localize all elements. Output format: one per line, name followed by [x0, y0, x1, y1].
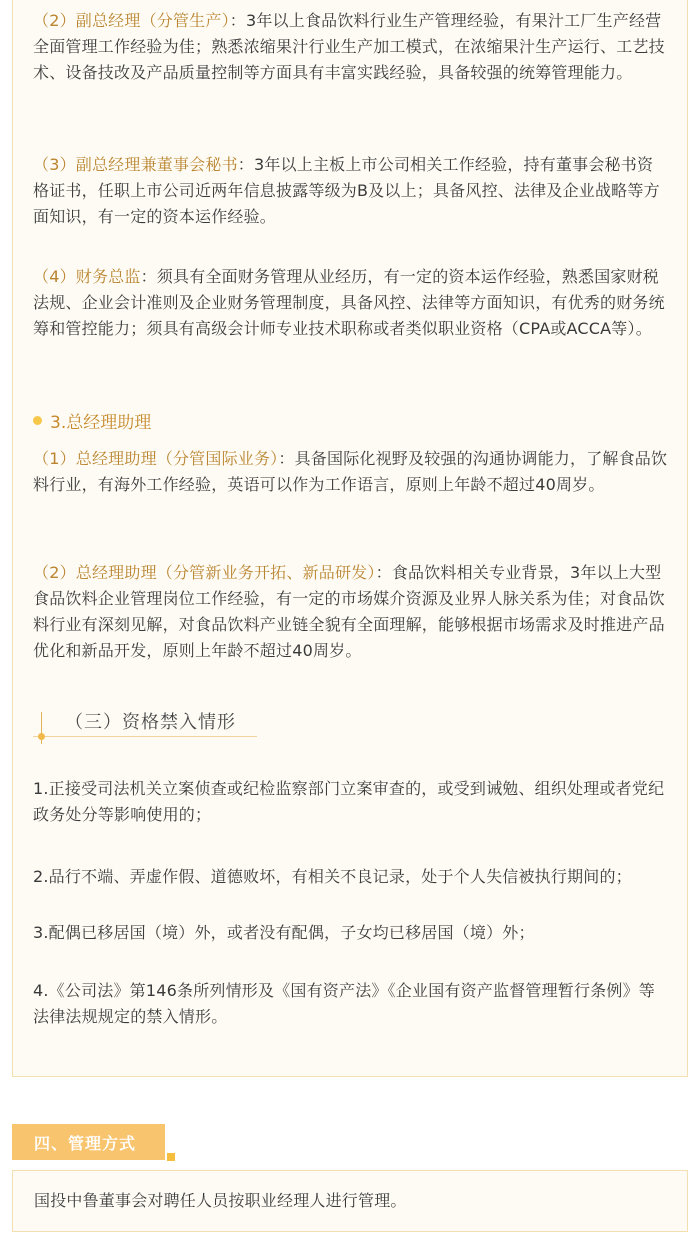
position-item-assistant-international [33, 446, 668, 498]
disqualification-item: 3.配偶已移居国（境）外，或者没有配偶，子女均已移居国（境）外； [33, 923, 535, 942]
position-title: （2）总经理助理（分管新业务开拓、新品研发） [33, 563, 376, 582]
management-tab-label: 四、管理方式 [34, 1133, 137, 1153]
position-item-cfo [33, 264, 668, 342]
disqualification-heading-label: （三）资格禁入情形 [65, 712, 236, 733]
management-section-tab [12, 1124, 165, 1160]
disqualification-item: 2.品行不端、弄虚作假、道德败坏，有相关不良记录，处于个人失信被执行期间的； [33, 867, 632, 886]
management-box [12, 1170, 688, 1232]
tab-corner-square-icon [167, 1153, 175, 1161]
management-text: 国投中鲁董事会对聘任人员按职业经理人进行管理。 [34, 1191, 407, 1210]
position-requirements: ：食品饮料相关专业背景，3年以上大型食品饮料企业管理岗位工作经验，有一定的市场媒介资源及业界人脉关系为佳；对食品饮料行业有深刻见解，对食品饮料产业链全貌有全面理解，能够根据市场需求及时推进产品优化和新品开发，原则上年龄不超过40周岁。 [33, 563, 665, 660]
heading-dot-icon [38, 733, 45, 740]
position-requirements: ：3年以上食品饮料行业生产管理经验，有果汁工厂生产经营全面管理工作经验为佳；熟悉浓缩果汁行业生产加工模式，在浓缩果汁生产运行、工艺技术、设备技改及产品质量控制等方面具有丰富实践经验，具备较强的统筹管理能力。 [33, 11, 665, 82]
position-requirements: ：须具有全面财务管理从业经历，有一定的资本运作经验，熟悉国家财税法规、企业会计准则及企业财务管理制度，具备风控、法律等方面知识，有优秀的财务统筹和管控能力；须具有高级会计师专业技术职称或者类似职业资格（CPA或ACCA等）。 [33, 267, 665, 338]
position-title: （1）总经理助理（分管国际业务） [33, 449, 279, 468]
position-title: （4）财务总监 [33, 267, 141, 286]
disqualification-heading [33, 700, 257, 750]
position-item-assistant-new-business [33, 560, 668, 664]
assistant-section-heading [33, 408, 151, 432]
disqualification-item: 4.《公司法》第146条所列情形及《国有资产法》《企业国有资产监督管理暂行条例》等法律法规规定的禁入情形。 [33, 981, 656, 1026]
heading-underline [33, 736, 257, 737]
position-item-deputy-secretary [33, 152, 668, 230]
position-title: （2）副总经理（分管生产） [33, 11, 230, 30]
disqualification-item: 1.正接受司法机关立案侦查或纪检监察部门立案审查的，或受到诫勉、组织处理或者党纪政务处分等影响使用的； [33, 779, 665, 824]
position-item-deputy-production [33, 8, 668, 86]
assistant-heading-label: 3.总经理助理 [50, 412, 152, 433]
position-title: （3）副总经理兼董事会秘书 [33, 155, 238, 174]
bullet-dot-icon [33, 416, 42, 425]
position-requirements: ：具备国际化视野及较强的沟通协调能力，了解食品饮料行业，有海外工作经验，英语可以作为工作语言，原则上年龄不超过40周岁。 [33, 449, 668, 494]
position-requirements: ：3年以上主板上市公司相关工作经验，持有董事会秘书资格证书，任职上市公司近两年信息披露等级为B及以上；具备风控、法律及企业战略等方面知识，有一定的资本运作经验。 [33, 155, 660, 226]
